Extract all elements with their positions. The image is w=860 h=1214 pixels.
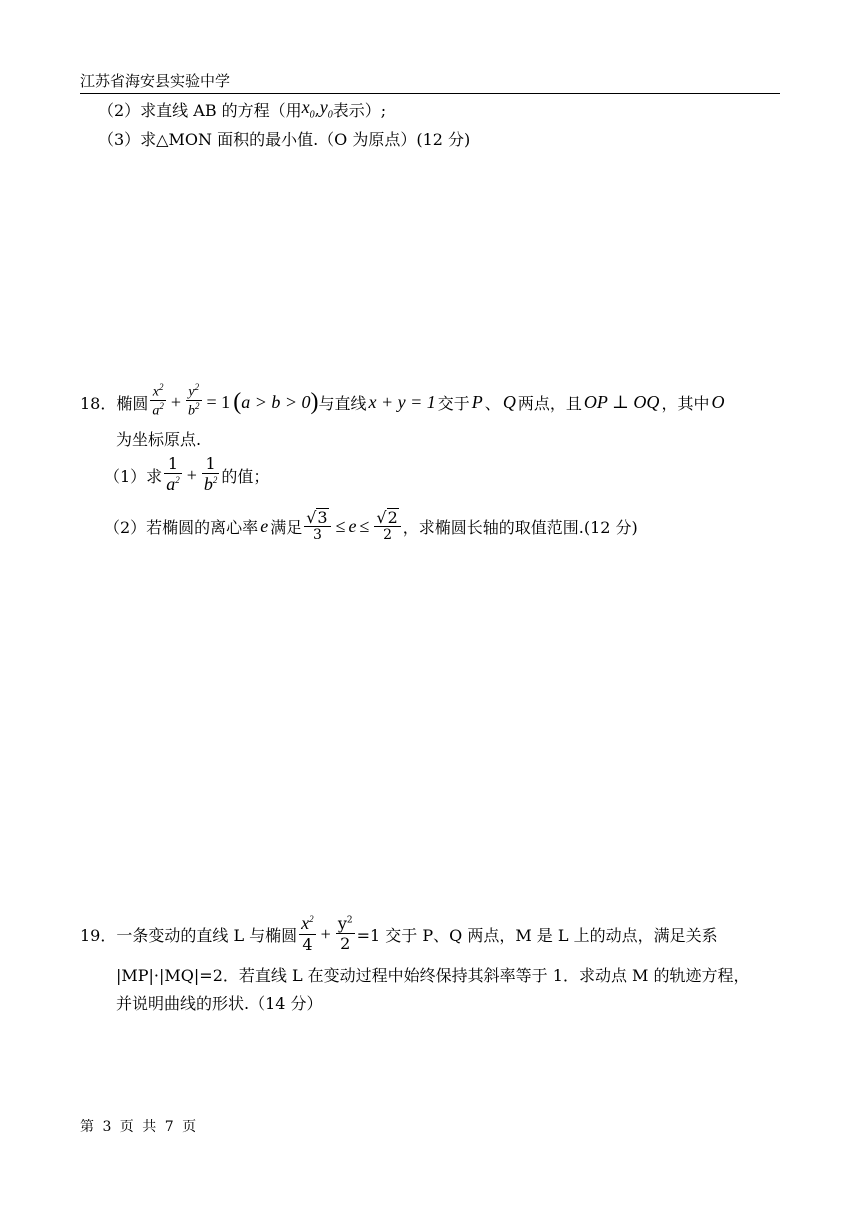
fraction-y2-b2: $\frac{y^2}{b^2}$ (188, 382, 200, 419)
page-footer: 第 3 页 共 7 页 (80, 1119, 199, 1135)
q19-line3: 并说明曲线的形状.（14 分） (116, 993, 323, 1013)
fraction-sqrt3-3: √ 3 3 (304, 508, 330, 544)
fraction-x2-a2: $\frac{x^2}{a^2}$ (152, 382, 164, 419)
q18-part1: （1）求 $\frac{1}{a^2}$ + $\frac{1}{b^2}$ 的值； (104, 453, 270, 494)
header-rule (80, 93, 780, 94)
q17-part3: （3）求△MON 面积的最小值.（O 为原点）(12 分) (98, 129, 471, 149)
y0: $y_0$ (319, 97, 333, 121)
fraction-x2-4: $\frac{x^2}{4}$ (301, 913, 314, 954)
q19-line1: 19．一条变动的直线 L 与椭圆 $\frac{x^2}{4}$ + $\frac{y^2}{2}$ =1 交于 P、Q 两点，M 是 L 上的动点，满足关系 (80, 913, 718, 954)
q19-line2: |MP|·|MQ|=2．若直线 L 在变动过程中始终保持其斜率等于 1．求动点 M 的轨迹方程， (116, 965, 750, 985)
fraction-sqrt2-2: √ 2 2 (374, 508, 400, 544)
q17-part2: （2）求直线 AB 的方程（用 $x_0$ , $y_0$ 表示）; (98, 97, 387, 121)
x0: $x_0$ (301, 97, 315, 121)
fraction-y2-2: $\frac{y^2}{2}$ (337, 914, 353, 953)
q18-part2: （2）若椭圆的离心率 e 满足 √ 3 3 ≤ e ≤ √ 2 2 ，求椭圆长轴的取值范围.(12 分) (104, 507, 638, 544)
fraction-1-b2: $\frac{1}{b^2}$ (203, 453, 218, 494)
q18-line1: 18．椭圆 $\frac{x^2}{a^2}$ + $\frac{y^2}{b^2}$ = 1 ( a > b > 0 ) 与直线 x + y = 1 交于 P 、 Q 两点，且 OP ⊥ OQ ，其中 O (80, 382, 725, 419)
fraction-1-a2: $\frac{1}{a^2}$ (166, 453, 180, 494)
q18-line2: 为坐标原点. (116, 429, 202, 449)
page-header: 江苏省海安县实验中学 (80, 72, 231, 90)
